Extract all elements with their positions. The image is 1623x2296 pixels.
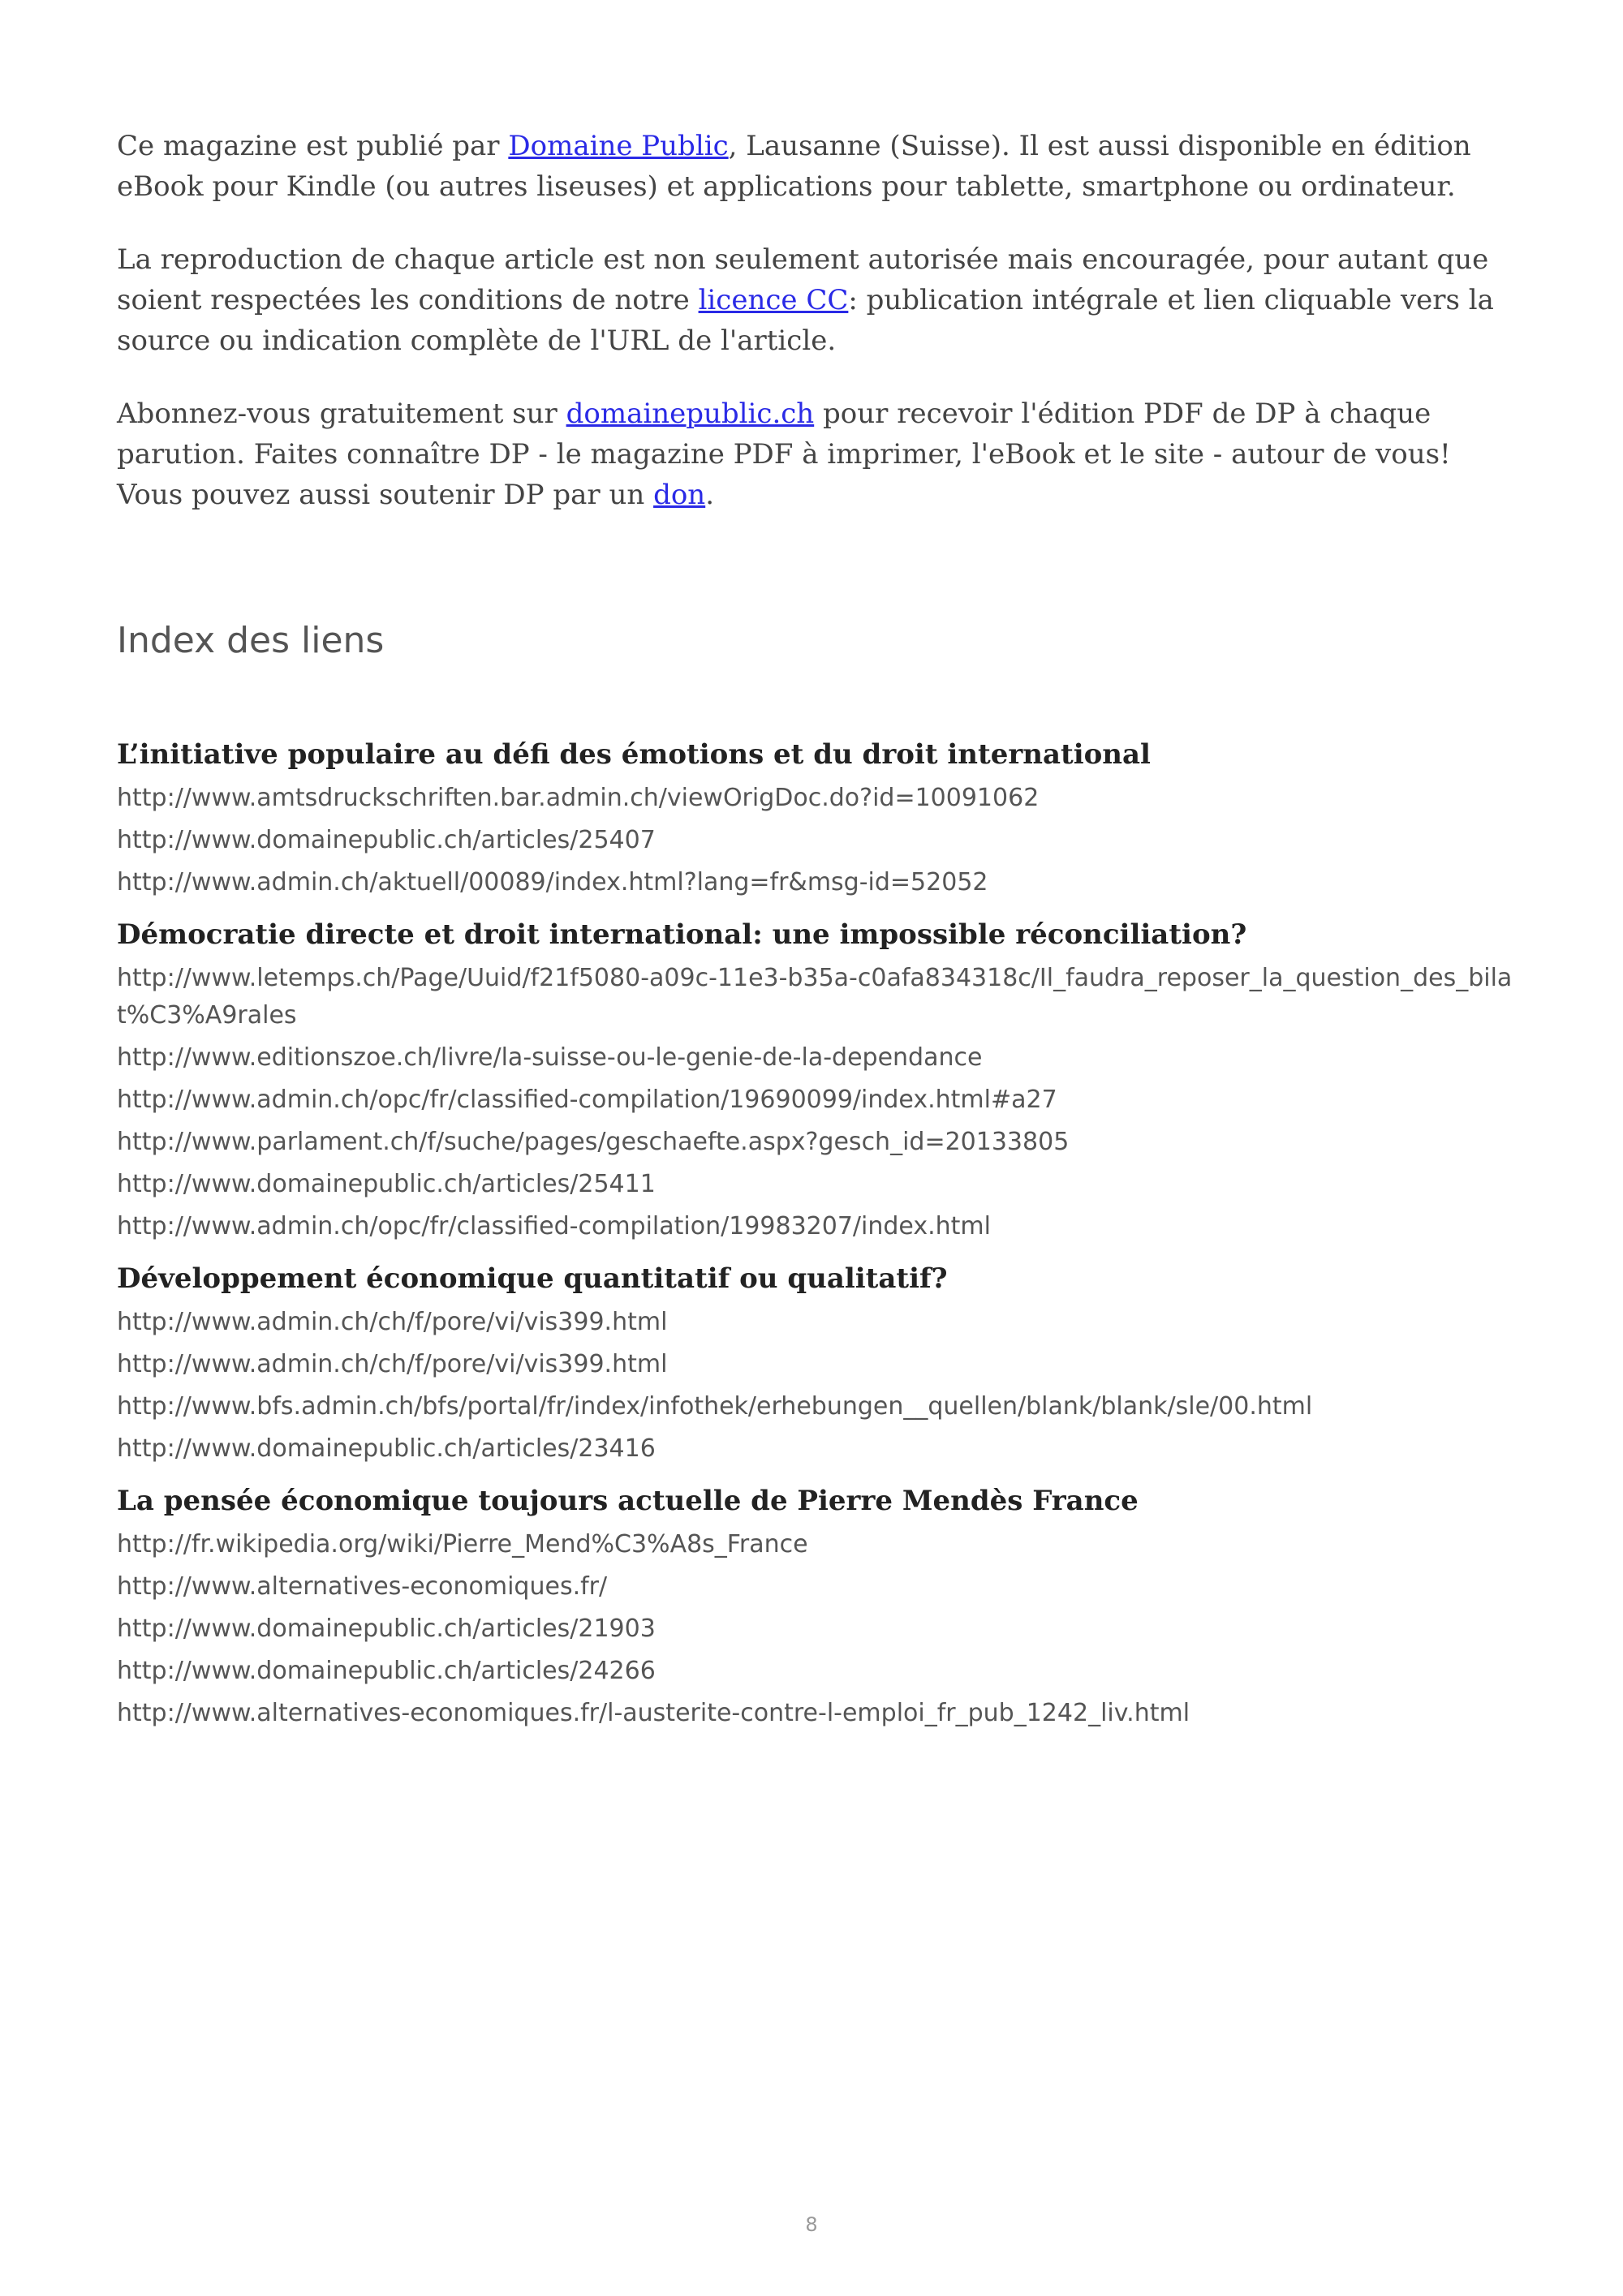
link-url[interactable]: http://www.admin.ch/ch/f/pore/vi/vis399.html bbox=[117, 1308, 668, 1336]
intro-text: pour recevoir l'édition PDF de DP à chaque parution. Faites connaître DP - le magazine PDF à imprimer, l'eBook et le site - autour de vous! Vous pouvez aussi soutenir DP par un bbox=[117, 398, 1451, 511]
link-url[interactable]: http://www.parlament.ch/f/suche/pages/geschaefte.aspx?gesch_id=20133805 bbox=[117, 1128, 1070, 1156]
intro-text: Ce magazine est publié par bbox=[117, 130, 509, 162]
intro-text: . bbox=[705, 479, 715, 511]
link-url[interactable]: http://fr.wikipedia.org/wiki/Pierre_Mend%C3%A8s_France bbox=[117, 1530, 808, 1559]
domaine-public-link[interactable]: Domaine Public bbox=[508, 130, 729, 162]
link-url[interactable]: http://www.alternatives-economiques.fr/ bbox=[117, 1572, 608, 1601]
link-url[interactable]: http://www.amtsdruckschriften.bar.admin.ch/viewOrigDoc.do?id=10091062 bbox=[117, 784, 1040, 812]
link-url[interactable]: http://www.domainepublic.ch/articles/23416 bbox=[117, 1434, 656, 1463]
link-index-section bbox=[117, 734, 1529, 901]
link-url[interactable]: http://www.domainepublic.ch/articles/21903 bbox=[117, 1615, 656, 1643]
link-url[interactable]: http://www.letemps.ch/Page/Uuid/f21f5080-a09c-11e3-b35a-c0afa834318c/Il_faudra_reposer_la_question_des_bilat%C3%A9rales bbox=[117, 964, 1513, 1030]
link-url[interactable]: http://www.bfs.admin.ch/bfs/portal/fr/index/infothek/erhebungen__quellen/blank/blank/sle/00.html bbox=[117, 1392, 1313, 1421]
link-url[interactable]: http://www.domainepublic.ch/articles/25407 bbox=[117, 826, 656, 854]
licence-cc-link[interactable]: licence CC bbox=[698, 284, 849, 316]
intro-paragraph-subscribe bbox=[117, 393, 1513, 515]
article-title: Démocratie directe et droit international: une impossible réconciliation? bbox=[117, 918, 1247, 951]
article-title: L’initiative populaire au défi des émotions et du droit international bbox=[117, 738, 1151, 771]
link-url[interactable]: http://www.domainepublic.ch/articles/25411 bbox=[117, 1170, 656, 1198]
link-index-list bbox=[117, 734, 1529, 1745]
link-url[interactable]: http://www.domainepublic.ch/articles/24266 bbox=[117, 1657, 656, 1685]
intro-paragraph-reproduction bbox=[117, 239, 1513, 361]
link-index-section bbox=[117, 914, 1529, 1245]
link-url[interactable]: http://www.editionszoe.ch/livre/la-suisse-ou-le-genie-de-la-dependance bbox=[117, 1043, 983, 1072]
link-url[interactable]: http://www.alternatives-economiques.fr/l-austerite-contre-l-emploi_fr_pub_1242_liv.html bbox=[117, 1699, 1190, 1727]
intro-text: : publication intégrale et lien cliquable vers la source ou indication complète de l'URL de l'article. bbox=[117, 284, 1494, 357]
link-index-section bbox=[117, 1258, 1529, 1468]
intro-text: Abonnez-vous gratuitement sur bbox=[117, 398, 566, 430]
intro-paragraph-publisher bbox=[117, 126, 1513, 207]
link-url[interactable]: http://www.admin.ch/opc/fr/classified-compilation/19690099/index.html#a27 bbox=[117, 1086, 1057, 1114]
intro-text: La reproduction de chaque article est non seulement autorisée mais encouragée, pour autant que soient respectées les conditions de notre bbox=[117, 243, 1489, 316]
article-title: Développement économique quantitatif ou qualitatif? bbox=[117, 1262, 948, 1295]
page-number: 8 bbox=[805, 2213, 818, 2236]
link-url[interactable]: http://www.admin.ch/aktuell/00089/index.html?lang=fr&msg-id=52052 bbox=[117, 868, 988, 896]
domainepublic-site-link[interactable]: domainepublic.ch bbox=[566, 398, 815, 430]
link-url[interactable]: http://www.admin.ch/opc/fr/classified-compilation/19983207/index.html bbox=[117, 1212, 991, 1240]
link-index-section bbox=[117, 1481, 1529, 1732]
donation-link[interactable]: don bbox=[653, 479, 706, 511]
intro-text: , Lausanne (Suisse). Il est aussi disponible en édition eBook pour Kindle (ou autres liseuses) et applications pour tablette, smartphone ou ordinateur. bbox=[117, 130, 1471, 203]
link-index-heading: Index des liens bbox=[117, 620, 385, 661]
article-title: La pensée économique toujours actuelle de Pierre Mendès France bbox=[117, 1485, 1139, 1517]
link-url[interactable]: http://www.admin.ch/ch/f/pore/vi/vis399.html bbox=[117, 1350, 668, 1378]
